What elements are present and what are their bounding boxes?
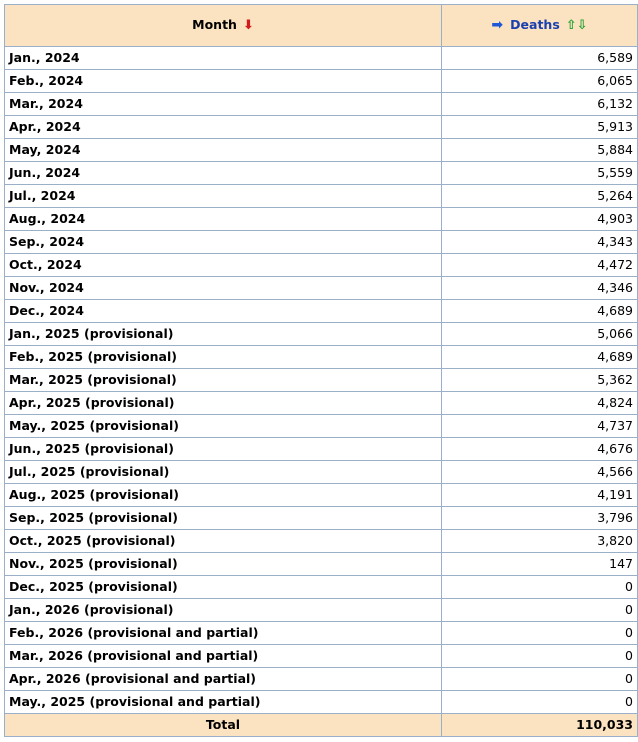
deaths-by-month-table	[4, 4, 638, 737]
table-row	[5, 622, 638, 645]
table-row	[5, 691, 638, 714]
deaths-cell: 4,343	[442, 231, 638, 254]
deaths-cell: 0	[442, 622, 638, 645]
table-row	[5, 392, 638, 415]
deaths-cell: 4,191	[442, 484, 638, 507]
table-row	[5, 576, 638, 599]
table-row	[5, 599, 638, 622]
table-row	[5, 461, 638, 484]
total-value: 110,033	[442, 714, 638, 737]
deaths-cell: 5,913	[442, 116, 638, 139]
table-row	[5, 323, 638, 346]
deaths-header-label[interactable]: Deaths	[510, 17, 560, 32]
table-row	[5, 208, 638, 231]
deaths-cell: 5,362	[442, 369, 638, 392]
table-row	[5, 369, 638, 392]
sort-up-down-green-icon[interactable]: ⇧⇩	[565, 18, 588, 33]
table-row	[5, 530, 638, 553]
month-cell: Aug., 2024	[5, 208, 442, 231]
deaths-cell: 3,796	[442, 507, 638, 530]
table-header	[5, 5, 638, 47]
deaths-cell: 4,689	[442, 300, 638, 323]
table-row	[5, 484, 638, 507]
arrow-down-red-icon[interactable]: ⬇	[242, 18, 254, 33]
table-row	[5, 185, 638, 208]
month-cell: Jul., 2024	[5, 185, 442, 208]
month-cell: Feb., 2024	[5, 70, 442, 93]
table-row	[5, 47, 638, 70]
deaths-cell: 5,264	[442, 185, 638, 208]
month-cell: Jan., 2024	[5, 47, 442, 70]
deaths-cell: 0	[442, 576, 638, 599]
month-cell: Feb., 2025 (provisional)	[5, 346, 442, 369]
month-cell: Sep., 2025 (provisional)	[5, 507, 442, 530]
table-row	[5, 254, 638, 277]
deaths-cell: 0	[442, 668, 638, 691]
table-row	[5, 438, 638, 461]
month-header-label: Month	[192, 17, 237, 32]
table-footer	[5, 714, 638, 737]
table-row	[5, 93, 638, 116]
deaths-cell: 147	[442, 553, 638, 576]
deaths-cell: 4,676	[442, 438, 638, 461]
month-cell: Apr., 2026 (provisional and partial)	[5, 668, 442, 691]
table-row	[5, 277, 638, 300]
deaths-cell: 0	[442, 599, 638, 622]
deaths-cell: 4,824	[442, 392, 638, 415]
month-cell: Nov., 2025 (provisional)	[5, 553, 442, 576]
month-cell: Apr., 2025 (provisional)	[5, 392, 442, 415]
month-cell: Apr., 2024	[5, 116, 442, 139]
deaths-cell: 4,903	[442, 208, 638, 231]
month-cell: Dec., 2024	[5, 300, 442, 323]
deaths-cell: 4,689	[442, 346, 638, 369]
month-cell: Mar., 2025 (provisional)	[5, 369, 442, 392]
table-row	[5, 346, 638, 369]
deaths-cell: 4,472	[442, 254, 638, 277]
table-row	[5, 116, 638, 139]
month-cell: May., 2025 (provisional and partial)	[5, 691, 442, 714]
month-cell: Sep., 2024	[5, 231, 442, 254]
deaths-cell: 6,065	[442, 70, 638, 93]
table-row	[5, 231, 638, 254]
table-row	[5, 645, 638, 668]
month-cell: Jun., 2025 (provisional)	[5, 438, 442, 461]
deaths-cell: 6,589	[442, 47, 638, 70]
deaths-cell: 4,566	[442, 461, 638, 484]
table-row	[5, 70, 638, 93]
total-row	[5, 714, 638, 737]
header-row	[5, 5, 638, 47]
table-body	[5, 47, 638, 714]
deaths-cell: 4,737	[442, 415, 638, 438]
month-cell: Jan., 2026 (provisional)	[5, 599, 442, 622]
table-row	[5, 668, 638, 691]
month-cell: Jan., 2025 (provisional)	[5, 323, 442, 346]
month-cell: Jun., 2024	[5, 162, 442, 185]
month-cell: May, 2024	[5, 139, 442, 162]
month-cell: Mar., 2024	[5, 93, 442, 116]
table-row	[5, 162, 638, 185]
deaths-cell: 4,346	[442, 277, 638, 300]
month-cell: Aug., 2025 (provisional)	[5, 484, 442, 507]
deaths-cell: 6,132	[442, 93, 638, 116]
month-cell: Mar., 2026 (provisional and partial)	[5, 645, 442, 668]
deaths-cell: 5,066	[442, 323, 638, 346]
table-row	[5, 553, 638, 576]
table-row	[5, 139, 638, 162]
deaths-cell: 3,820	[442, 530, 638, 553]
deaths-cell: 5,559	[442, 162, 638, 185]
month-cell: Nov., 2024	[5, 277, 442, 300]
deaths-column-header[interactable]	[442, 5, 638, 47]
table-row	[5, 507, 638, 530]
deaths-cell: 5,884	[442, 139, 638, 162]
table-row	[5, 415, 638, 438]
deaths-table-container	[4, 4, 637, 737]
deaths-cell: 0	[442, 645, 638, 668]
month-cell: Dec., 2025 (provisional)	[5, 576, 442, 599]
arrow-right-blue-icon: ➡	[491, 17, 504, 33]
month-cell: Oct., 2025 (provisional)	[5, 530, 442, 553]
table-row	[5, 300, 638, 323]
month-cell: Jul., 2025 (provisional)	[5, 461, 442, 484]
deaths-cell: 0	[442, 691, 638, 714]
month-column-header[interactable]	[5, 5, 442, 47]
total-label: Total	[5, 714, 442, 737]
month-cell: Oct., 2024	[5, 254, 442, 277]
month-cell: Feb., 2026 (provisional and partial)	[5, 622, 442, 645]
month-cell: May., 2025 (provisional)	[5, 415, 442, 438]
